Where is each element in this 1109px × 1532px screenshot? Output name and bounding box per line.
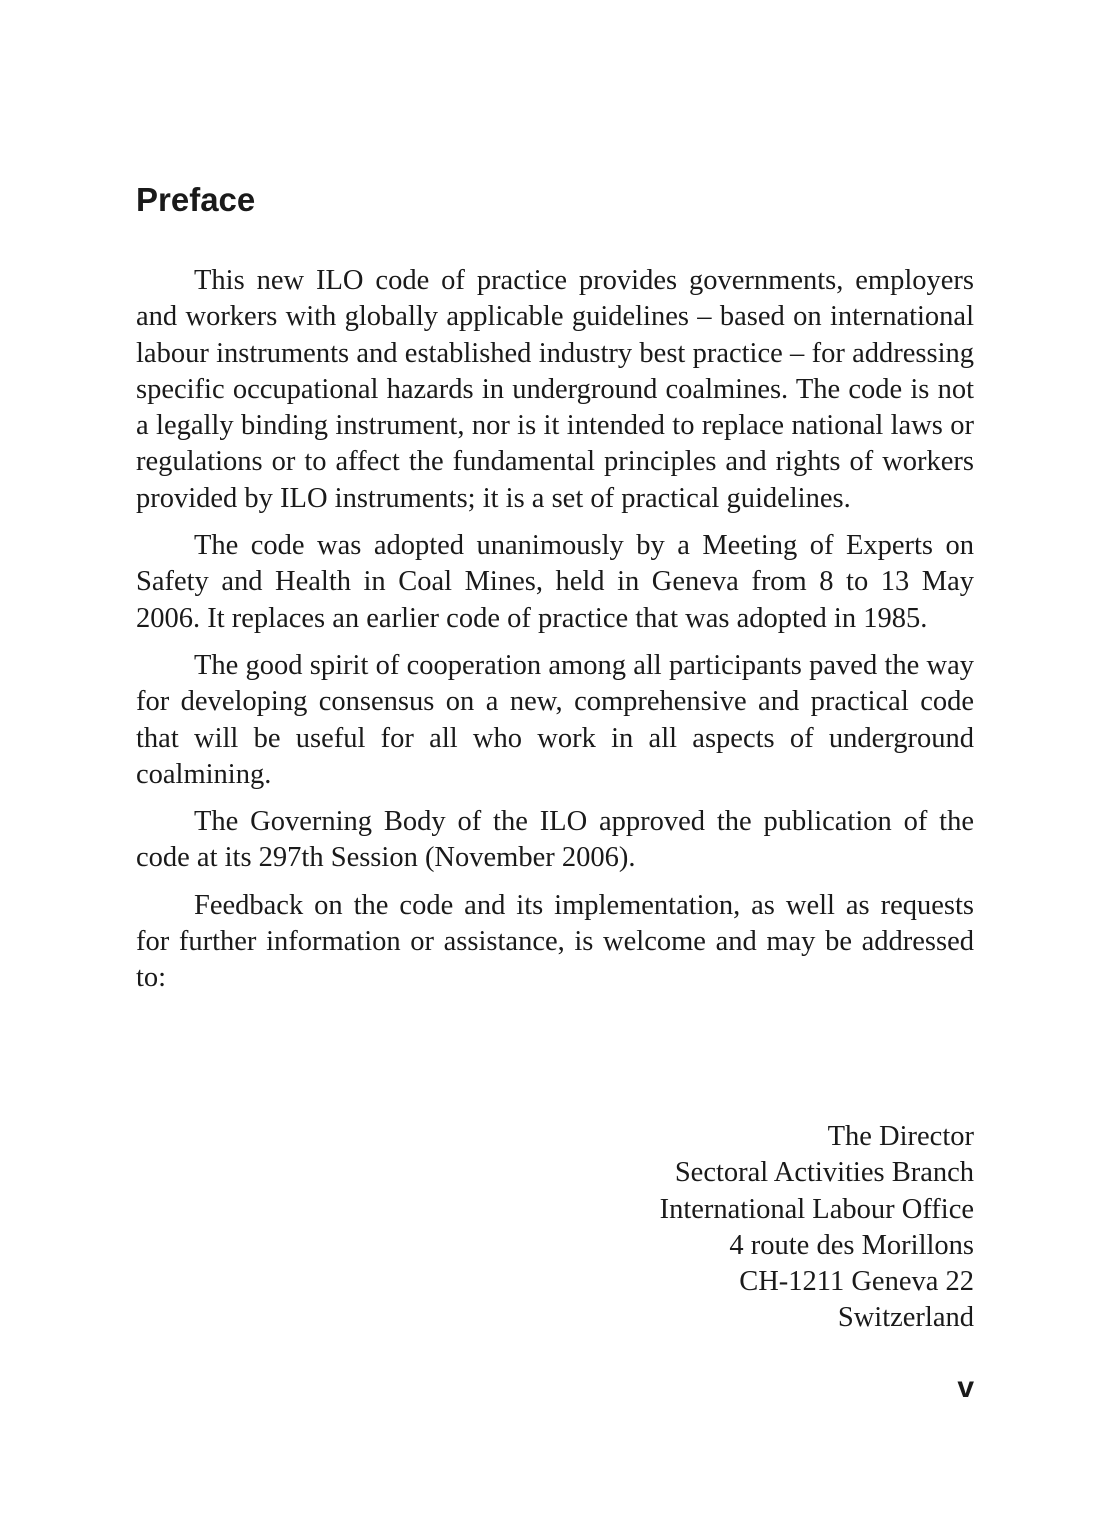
- preface-body: [136, 263, 974, 1008]
- contact-address: [660, 1119, 974, 1337]
- paragraph-intro: This new ILO code of practice provides governments, employers and workers with globally applicable guidelines – based on international labour instruments and established industry best practice – for addressing specific occupational hazards in underground coalmines. The code is not a legally binding instrument, nor is it intended to replace national laws or regulations or to affect the fundamental principles and rights of workers provided by ILO instruments; it is a set of practical guidelines.: [136, 265, 974, 514]
- page-title: Preface: [136, 181, 256, 218]
- address-line-recipient: The Director: [827, 1121, 974, 1152]
- page-number: v: [957, 1371, 974, 1404]
- paragraph-cooperation: The good spirit of cooperation among all participants paved the way for developing consensus on a new, comprehensive and practical code that will be useful for all who work in all aspects of underground coalmining.: [136, 649, 974, 790]
- paragraph-adoption: The code was adopted unanimously by a Meeting of Experts on Safety and Health in Coal Mines, held in Geneva from 8 to 13 May 2006. It replaces an earlier code of practice that was adopted in 1985.: [136, 530, 974, 634]
- paragraph-feedback: Feedback on the code and its implementation, as well as requests for further information or assistance, is welcome and may be addressed to:: [136, 889, 974, 994]
- address-line-street: 4 route des Morillons: [729, 1229, 974, 1261]
- address-line-country: Switzerland: [837, 1302, 974, 1334]
- paragraph-governing-body: The Governing Body of the ILO approved the publication of the code at its 297th Session (November 2006).: [136, 806, 974, 874]
- address-line-office: International Labour Office: [659, 1193, 974, 1225]
- address-line-branch: Sectoral Activities Branch: [674, 1157, 974, 1189]
- address-line-city: CH-1211 Geneva 22: [739, 1266, 974, 1298]
